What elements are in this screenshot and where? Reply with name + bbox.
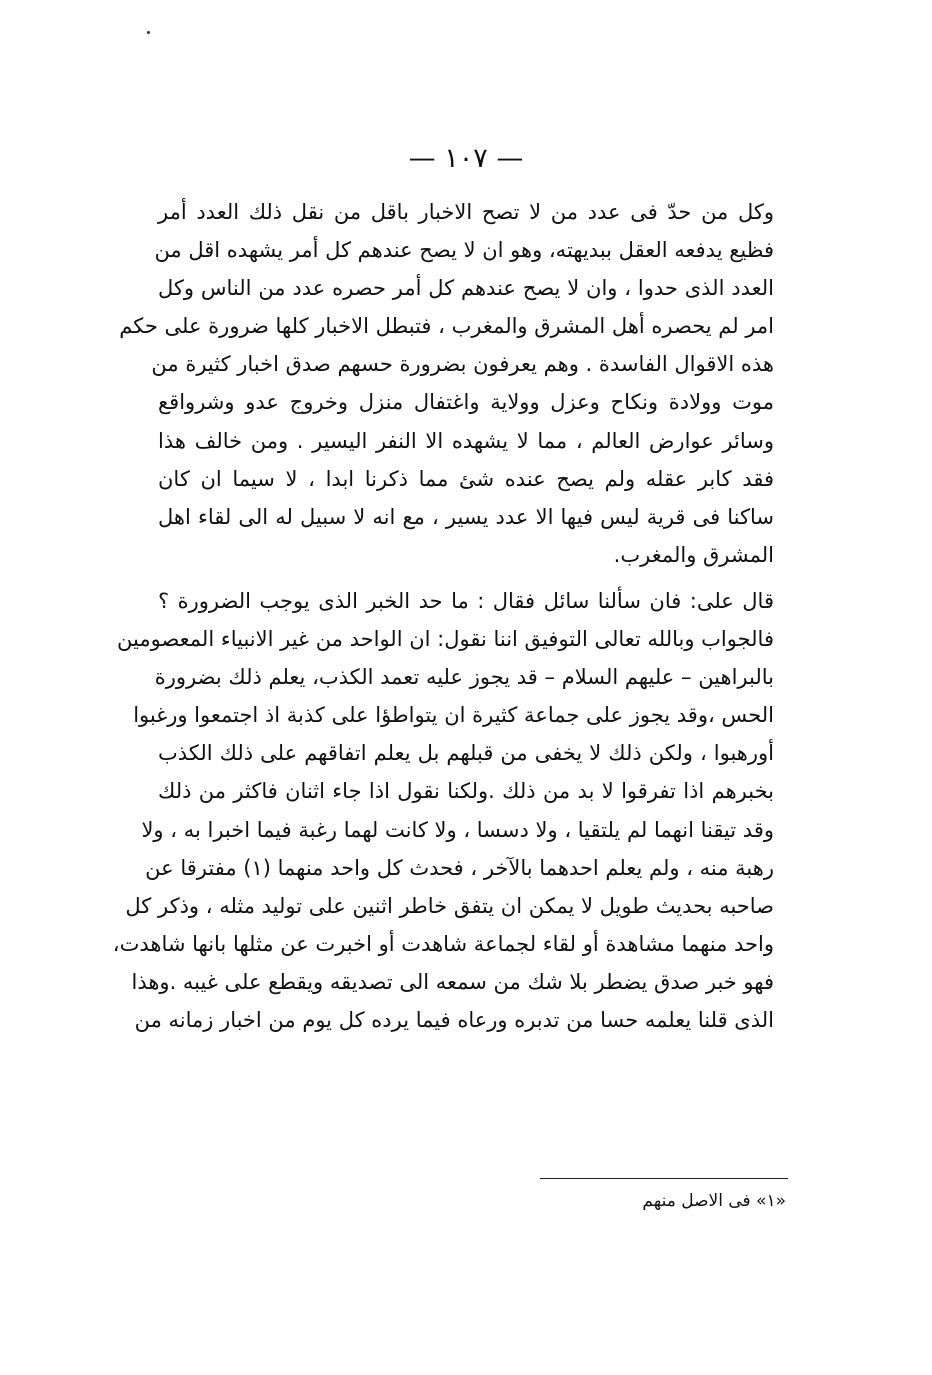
text-line: امر لم يحصره أهل المشرق والمغرب ، فتبطل الاخبار كلها ضرورة على حكم (119, 314, 774, 339)
text-line: ساكنا فى قرية ليس فيها الا عدد يسير ، مع انه لا سبيل له الى لقاء اهل (158, 504, 774, 529)
text-line: أورهبوا ، ولكن ذلك لا يخفى من قبلهم بل يعلم اتفاقهم على ذلك الكذب (158, 741, 774, 766)
paragraph (119, 193, 774, 574)
text-line: وكل من حدّ فى عدد من لا تصح الاخبار باقل من نقل ذلك العدد أمر (158, 200, 774, 224)
paper-speck (147, 31, 150, 34)
page-number: — ١٠٧ — (408, 143, 524, 174)
text-line: صاحبه بحديث طويل لا يمكن ان يتفق خاطر اثنين على توليد مثله ، وذكر كل (125, 893, 774, 918)
text-line: فالجواب وبالله تعالى التوفيق اننا نقول: ان الواحد من غير الانبياء المعصومين (117, 627, 774, 652)
text-line: فهو خبر صدق يضطر بلا شك من سمعه الى تصديقه ويقطع على غيبه .وهذا (131, 969, 774, 994)
text-line: فقد كابر عقله ولم يصح عنده شئ مما ذكرنا ابدا ، لا سيما ان كان (158, 466, 774, 491)
text-line: بالبراهين – عليهم السلام – قد يجوز عليه تعمد الكذب، يعلم ذلك بضرورة (154, 665, 774, 690)
paragraph (112, 582, 774, 1039)
text-line: واحد منهما مشاهدة أو لقاء لجماعة شاهدت أو اخبرت عن مثلها بانها شاهدت، (112, 931, 774, 956)
text-line: الذى قلنا يعلمه حسا من تدبره ورعاه فيما يرده كل يوم من اخبار زمانه من (134, 1007, 774, 1032)
footnote-rule (540, 1178, 788, 1179)
text-line: قال على: فان سألنا سائل فقال : ما حد الخبر الذى يوجب الضرورة ؟ (158, 588, 774, 613)
text-line: وسائر عوارض العالم ، مما لا يشهده الا النفر اليسير . ومن خالف هذا (158, 428, 774, 453)
text-line: موت وولادة ونكاح وعزل وولاية واغتفال منزل وخروج عدو وشرواقع (158, 390, 774, 415)
text-line: هذه الاقوال الفاسدة . وهم يعرفون بضرورة حسهم صدق اخبار كثيرة من (151, 352, 774, 377)
text-line: العدد الذى حدوا ، وان لا يصح عندهم كل أمر حصره عدد من الناس وكل (158, 276, 774, 301)
text-line: وقد تيقنا انهما لم يلتقيا ، ولا دسسا ، ولا كانت لهما رغبة فيما اخبرا به ، ولا (141, 817, 774, 842)
paragraph-gap (158, 574, 774, 582)
text-line: الحس ،وقد يجوز على جماعة كثيرة ان يتواطؤا على كذبة اذ اجتمعوا ورغبوا (133, 703, 774, 728)
body-text (112, 193, 774, 1039)
text-line: المشرق والمغرب. (613, 542, 774, 567)
text-line: فظيع يدفعه العقل ببديهته، وهو ان لا يصح عندهم كل أمر يشهده اقل من (154, 238, 774, 263)
text-line: رهبة منه ، ولم يعلم احدهما بالآخر ، فحدث كل واحد منهما (١) مفترقا عن (145, 855, 774, 880)
footnote: «١» فى الاصل منهم (642, 1191, 786, 1211)
text-line: بخبرهم اذا تفرقوا لا بد من ذلك .ولكنا نقول اذا جاء اثنان فاكثر من ذلك (158, 779, 774, 804)
